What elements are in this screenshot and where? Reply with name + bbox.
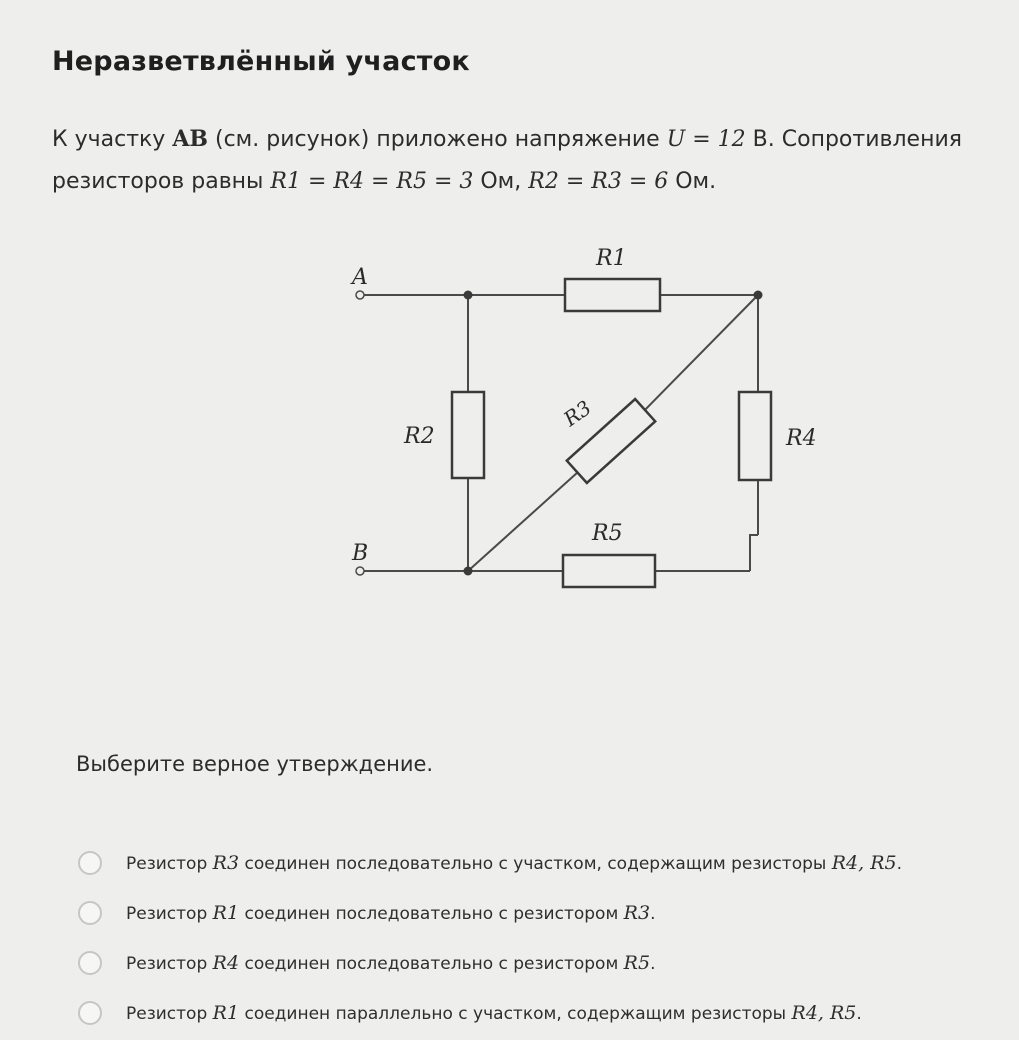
junction-top-right — [754, 291, 763, 300]
radio-button[interactable] — [78, 951, 102, 975]
junction-bottom-left — [464, 567, 473, 576]
junction-top-left — [464, 291, 473, 300]
circuit-diagram — [330, 235, 850, 615]
label-r5: R5 — [592, 521, 623, 546]
voltage-expr: U = 12 — [666, 127, 746, 152]
answer-option-3[interactable]: Резистор R4 соединен последовательно с резистором R5. — [78, 938, 978, 988]
resistance-expr-2: R2 = R3 = 6 — [528, 169, 669, 194]
question-prompt: Выберите верное утверждение. — [76, 752, 434, 776]
resistance-expr-1: R1 = R4 = R5 = 3 — [270, 169, 474, 194]
label-b: B — [352, 541, 369, 566]
answer-option-1[interactable]: Резистор R3 соединен последовательно с участком, содержащим резисторы R4, R5. — [78, 838, 978, 888]
terminal-a — [356, 291, 364, 299]
terminal-b — [356, 567, 364, 575]
label-r2: R2 — [404, 424, 435, 449]
label-r1: R1 — [596, 246, 627, 271]
label-r3: R3 — [559, 395, 596, 432]
resistor-r4 — [739, 392, 771, 480]
radio-button[interactable] — [78, 1001, 102, 1025]
resistor-r5 — [563, 555, 655, 587]
page-title: Неразветвлённый участок — [52, 46, 470, 77]
radio-button[interactable] — [78, 901, 102, 925]
answer-options — [78, 838, 978, 1038]
answer-option-2[interactable]: Резистор R1 соединен последовательно с резистором R3. — [78, 888, 978, 938]
resistor-r2 — [452, 392, 484, 478]
label-r4: R4 — [786, 426, 817, 451]
answer-option-4[interactable]: Резистор R1 соединен параллельно с участком, содержащим резисторы R4, R5. — [78, 988, 978, 1038]
label-a: A — [352, 265, 368, 290]
wire-right-corner — [750, 535, 758, 571]
radio-button[interactable] — [78, 851, 102, 875]
problem-statement: К участку AB (см. рисунок) приложено напряжение U = 12 В. Сопротивления резисторов равны R1 = R4 = R5 = 3 Ом, R2 = R3 = 6 Ом. — [52, 126, 962, 194]
segment-ab: AB — [172, 126, 208, 152]
resistor-r1 — [565, 279, 660, 311]
